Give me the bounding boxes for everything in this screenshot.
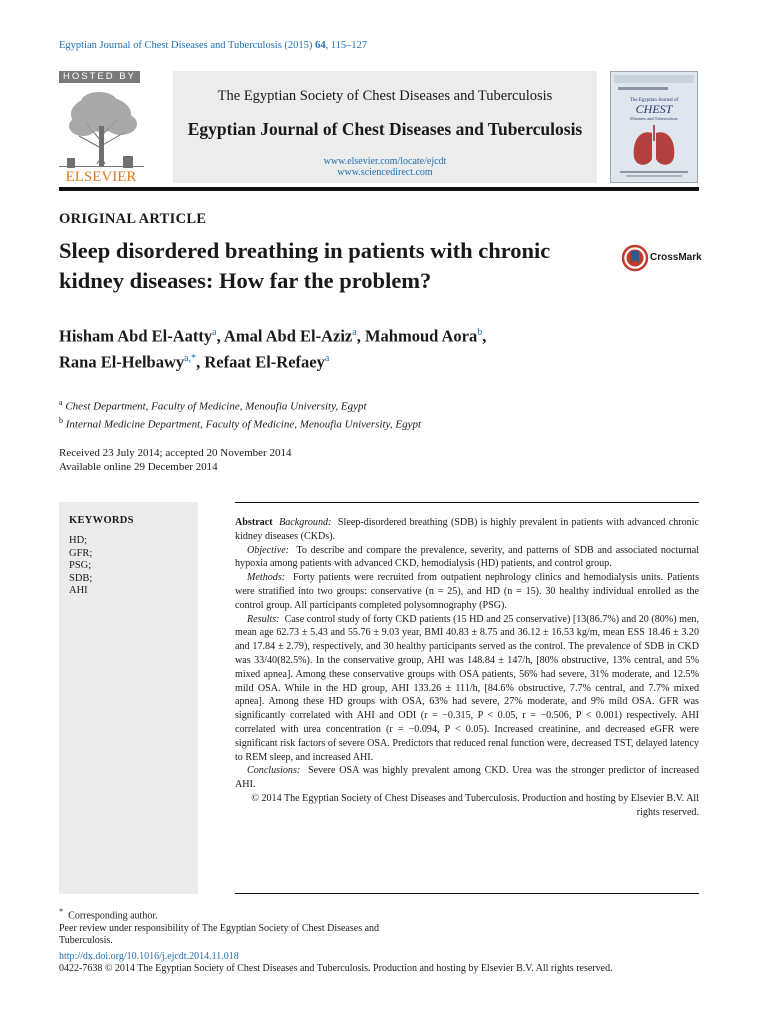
affiliation-marker: a [59,398,63,407]
author-affiliation-marker[interactable]: a,* [184,352,197,364]
affiliation-item [59,414,699,432]
keyword-item: GFR; [69,547,93,559]
section-label: Results: [247,613,280,625]
abstract-bottom-rule [235,893,699,894]
article-type: ORIGINAL ARTICLE [59,211,207,227]
affiliation-text: Chest Department, Faculty of Medicine, Menoufia University, Egypt [65,400,367,413]
crossmark-label[interactable]: CrossMark [650,252,702,263]
svg-text:CHEST: CHEST [635,102,673,116]
author-affiliation-marker[interactable]: a [324,352,330,364]
author-separator: , [356,326,365,346]
section-label: Methods: [247,572,286,584]
author-name: Refaat El-Refaey [204,352,325,371]
abstract-methods [235,571,699,612]
received-date: Received 23 July 2014; accepted 20 November 2014 [59,447,292,459]
article-dates [59,447,291,474]
abstract-results [235,613,699,765]
keyword-item: AHI [69,585,88,596]
affiliation-item [59,396,699,414]
hosted-by-label: HOSTED BY [59,71,140,83]
section-text: Forty patients were recruited from outpatient nephrology clinics and hemodialysis units. Patients were stratified into two groups: conservative (n = 25), and HD (n = 15). 30 healthy individual enrolled as the control group. All participants completed polysomnography (PSG). [235,572,699,611]
svg-text:The Egyptian Journal of: The Egyptian Journal of [629,98,679,103]
section-label: Background: [279,517,332,528]
keyword-item: SDB; [69,572,93,584]
abstract [235,516,699,820]
section-text: Severe OSA was highly prevalent among CKD. Urea was the stronger predictor of increased AHI. [235,765,700,791]
journal-citation[interactable] [59,40,367,51]
author-name: Mahmoud Aora [364,326,478,346]
keywords-box [59,502,198,894]
author-separator: , [216,326,224,346]
author-name: Rana El-Helbawy [59,352,185,371]
keyword-item: HD; [69,535,88,546]
journal-header [173,71,597,183]
doi-link[interactable]: http://dx.doi.org/10.1016/j.ejcdt.2014.11.018 [59,951,239,962]
author-affiliation-marker[interactable]: a [212,327,217,338]
footnotes [59,906,389,948]
abstract-conclusions [235,764,699,792]
author-name: Hisham Abd El-Aatty [59,326,213,346]
section-text: Sleep-disordered breathing (SDB) is highly prevalent in patients with advanced chronic kidney diseases (CKDs). [235,517,699,542]
author-name: Amal Abd El-Aziz [223,326,353,346]
section-label: Conclusions: [247,765,301,777]
elsevier-tree-icon [59,86,144,184]
citation-journal: Egyptian Journal of Chest Diseases and Tuberculosis (2015) [59,40,313,51]
article-title: Sleep disordered breathing in patients with chronic kidney diseases: How far the problem? [59,238,551,293]
section-text: Case control study of forty CKD patients (15 HD and 25 conservative) [13(86.7%) and 20 (80%) men, mean age 62.73 ± 5.43 and 55.76 ± 9.03 year, BMI 40.83 ± 8.75 and 36.12 ± 16.53 kg/m, mean ESS 18.46 ± 3.20 and 17.84 ± 2.79), respectively, and 30 healthy participants served as the control. The prevalence of SDB in CKD was 33/40(82.5%). In the conservative group, AHI was 148.84 ± 147/h, [80% obstructive, 13% central, and 5% mixed apnea]. Among these conservative groups with OSA patients, 56% had severe, 31% moderate, and 12.5% mild OSA. While in the HD group, AHI 133.26 ± 111/h, [84.6% obstructive, 7.7% central, and 7.7% mixed apnea]. Among these HD groups with OSA, 63% had severe, 27% moderate, and 9% mild OSA. GFR was significantly correlated with AHI and ODI (r = −0.315, P < 0.05, r = −0.506, P < 0.001) respectively. AHI correlated with urea concentration (r = −0.094, P < 0.05). Increased creatinine, and decreased eGFR were significant risk factors of severe OSA. Predictors that reduced renal function were, decreased TST, delayed latency to REM sleep, and increased AHI. [235,613,699,763]
crossmark-icon [622,244,648,272]
available-date: Available online 29 December 2014 [59,460,218,473]
header-divider [59,187,699,191]
society-name: The Egyptian Society of Chest Diseases and Tuberculosis [217,88,553,104]
keywords-list [69,535,92,598]
elsevier-logo [59,86,144,184]
affiliation-marker: b [59,415,63,425]
keywords-heading: KEYWORDS [69,515,134,526]
author-separator: , [196,352,205,371]
sciencedirect-url-link[interactable]: www.sciencedirect.com [337,167,433,178]
keyword-item: PSG; [69,560,92,571]
svg-text:Diseases and Tuberculosis: Diseases and Tuberculosis [630,116,678,121]
corresponding-author-note: * Corresponding author. [59,907,158,922]
journal-name: Egyptian Journal of Chest Diseases and Tuberculosis [187,119,583,139]
issn-copyright: 0422-7638 © 2014 The Egyptian Society of Chest Diseases and Tuberculosis. Production and hosting by Elsevier B.V. All rights reserved. [59,963,613,974]
author-affiliation-marker[interactable]: b [477,327,483,338]
elsevier-url-link[interactable]: www.elsevier.com/locate/ejcdt [323,156,447,167]
affiliations [59,396,699,431]
footnote-text: Corresponding author. [68,910,158,922]
journal-cover[interactable] [610,71,698,183]
citation-volume: 64 [315,40,326,51]
abstract-top-rule [235,502,699,503]
abstract-label: Abstract [235,517,273,528]
abstract-copyright: © 2014 The Egyptian Society of Chest Diseases and Tuberculosis. Production and hosting by Elsevier B.V. All rights reserved. [251,792,699,818]
section-text: To describe and compare the prevalence, severity, and patterns of SDB and associated nocturnal hypoxia among patients with advanced CKD, hemodialysis (HD) patients, and control group. [235,544,699,570]
author-affiliation-marker[interactable]: a [352,327,357,338]
citation-pages: , 115–127 [325,40,368,51]
affiliation-text: Internal Medicine Department, Faculty of Medicine, Menoufia University, Egypt [65,418,422,431]
abstract-objective [235,544,699,572]
author-list [59,322,699,373]
peer-review-note: Peer review under responsibility of The Egyptian Society of Chest Diseases and Tuberculosis. [59,922,380,947]
elsevier-wordmark: ELSEVIER [65,169,137,184]
abstract-background [235,516,699,544]
section-label: Objective: [247,544,290,556]
author-separator: , [482,326,487,346]
